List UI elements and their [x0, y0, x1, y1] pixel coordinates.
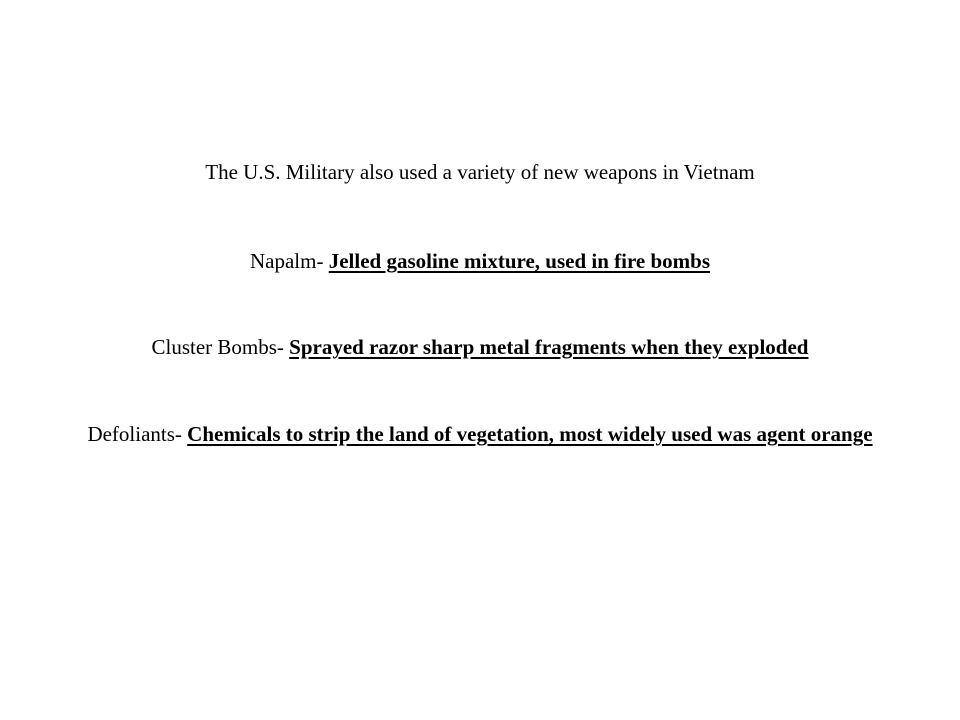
weapon-term: Defoliants- [87, 422, 188, 446]
slide-heading: The U.S. Military also used a variety of new weapons in Vietnam [205, 160, 755, 184]
weapon-item-napalm [40, 247, 920, 275]
weapon-item-defoliants [40, 420, 920, 448]
weapon-definition: Sprayed razor sharp metal fragments when they exploded [289, 335, 809, 359]
weapon-term: Cluster Bombs- [151, 335, 290, 359]
weapon-item-cluster-bombs [40, 333, 920, 361]
weapon-definition: Chemicals to strip the land of vegetation, most widely used was agent orange [187, 422, 873, 446]
weapon-term: Napalm- [249, 249, 329, 273]
weapon-definition: Jelled gasoline mixture, used in fire bombs [328, 249, 711, 273]
